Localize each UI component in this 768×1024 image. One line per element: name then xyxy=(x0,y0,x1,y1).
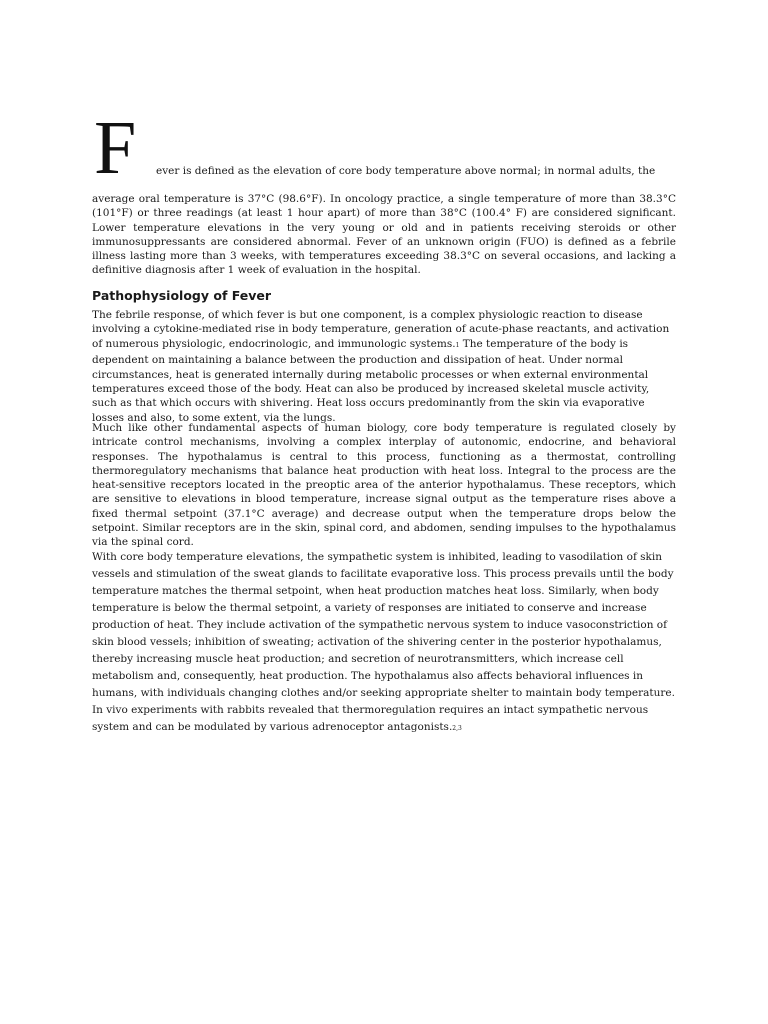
reference-marker: 2,3 xyxy=(452,725,462,732)
paragraph-text: The febrile response, of which fever is but one component, is a complex physiologic reaction to disease involving a cytokine-mediated rise in body temperature, generation of acute-phase reactants, and activation of numerous physiologic, endocrinologic, and immunologic systems. xyxy=(92,309,670,350)
document-page xyxy=(92,0,676,1024)
paragraph-control-mechanisms: Much like other fundamental aspects of human biology, core body temperature is regulated closely by intricate control mechanisms, involving a complex interplay of autonomic, endocrine, and behavioral responses. The hypothalamus is central to this process, functioning as a thermostat, controlling thermoregulatory mechanisms that balance heat production with heat loss. Integral to the process are the heat-sensitive receptors located in the preoptic area of the anterior hypothalamus. These receptors, which are sensitive to elevations in blood temperature, increase signal output as the temperature rises above a fixed thermal setpoint (37.1°C average) and decrease output when the temperature drops below the setpoint. Similar receptors are in the skin, spinal cord, and abdomen, sending impulses to the hypothalamus via the spinal cord. xyxy=(92,422,676,549)
paragraph-text: The temperature of the body is dependent on maintaining a balance between the production and dissipation of heat. Under normal circumstances, heat is generated internally during metabolic processes or when external environmental temperatures exceed those of the body. Heat can also be produced by increased skeletal muscle activity, such as that which occurs with shivering. Heat loss occurs predominantly from the skin via evaporative losses and also, to some extent, via the lungs. xyxy=(92,337,650,424)
paragraph-febrile-response xyxy=(92,308,676,425)
intro-first-line: ever is defined as the elevation of core body temperature above normal; in normal adults, the xyxy=(156,165,656,177)
paragraph-text: With core body temperature elevations, the sympathetic system is inhibited, leading to vasodilation of skin vessels and stimulation of the sweat glands to facilitate evaporative loss. This process prevails until the body temperature matches the thermal setpoint, when heat production matches heat loss. Similarly, when body temperature is below the thermal setpoint, a variety of responses are initiated to conserve and increase production of heat. They include activation of the sympathetic nervous system to induce vasoconstriction of skin blood vessels; inhibition of sweating; activation of the shivering center in the posterior hypothalamus, thereby increasing muscle heat production; and secretion of neurotransmitters, which increase cell metabolism and, consequently, heat production. The hypothalamus also affects behavioral influences in humans, with individuals changing clothes and/or seeking appropriate shelter to maintain body temperature. In vivo experiments with rabbits revealed that thermoregulation requires an intact sympathetic nervous system and can be modulated by various adrenoceptor antagonists. xyxy=(92,551,675,733)
reference-marker: 1 xyxy=(455,341,460,349)
drop-cap: F xyxy=(94,106,137,190)
paragraph-sympathetic-system xyxy=(92,549,676,737)
intro-paragraph: average oral temperature is 37°C (98.6°F). In oncology practice, a single temperature of more than 38.3°C (101°F) or three readings (at least 1 hour apart) of more than 38°C (100.4° F) are considered significant. Lower temperature elevations in the very young or old and in patients receiving steroids or other immunosuppressants are considered abnormal. Fever of an unknown origin (FUO) is defined as a febrile illness lasting more than 3 weeks, with temperatures exceeding 38.3°C on several occasions, and lacking a definitive diagnosis after 1 week of evaluation in the hospital. xyxy=(92,193,676,277)
section-heading: Pathophysiology of Fever xyxy=(92,288,272,303)
intro-first-line-block xyxy=(92,106,676,190)
